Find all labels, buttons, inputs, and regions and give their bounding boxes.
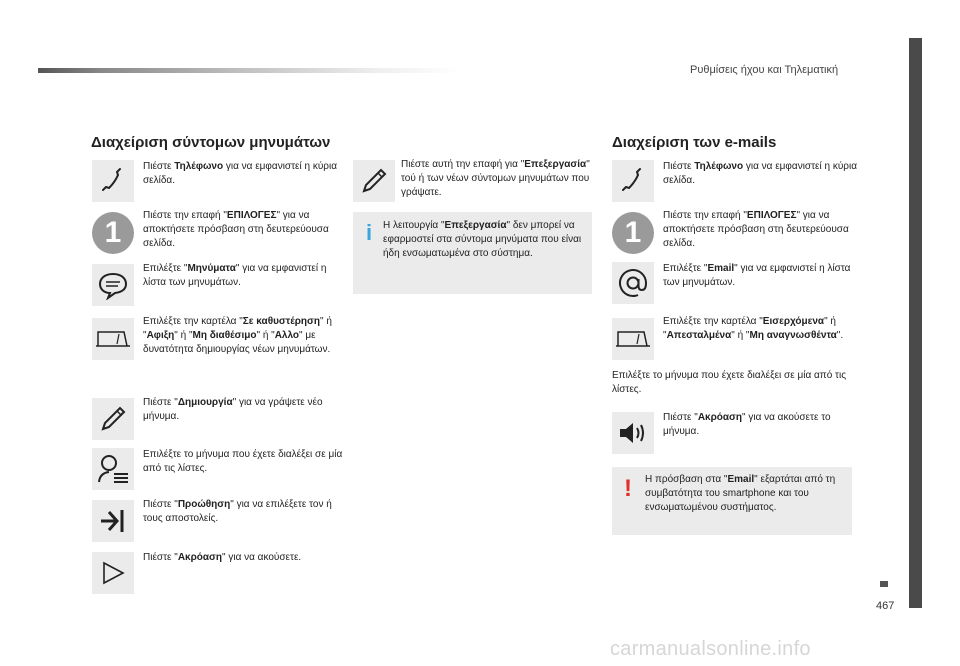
step-number: 1 xyxy=(92,212,134,254)
message-bubble-icon xyxy=(92,264,134,306)
info-note-text: Η λειτουργία "Επεξεργασία" δεν μπορεί να εφαρμοστεί στα σύντομα μηνύματα που είναι ήδη ενσωματωμένα στο σύστημα. xyxy=(383,220,582,259)
warning-icon: ! xyxy=(624,475,632,502)
step-text: Πιέστε "Προώθηση" για να επιλέξετε τον ή τους αποστολείς. xyxy=(143,499,332,524)
step-text: Επιλέξτε το μήνυμα που έχετε διαλέξει σε μία από τις λίστες. xyxy=(612,370,847,395)
edit-step-text: Πιέστε αυτή την επαφή για "Επεξεργασία" τού ή των νέων σύντομων μηνυμάτων που γράψατε. xyxy=(401,159,590,198)
step-text: Πιέστε Τηλέφωνο για να εμφανιστεί η κύρια σελίδα. xyxy=(143,161,337,186)
info-note xyxy=(353,212,592,294)
step-text: Πιέστε Τηλέφωνο για να εμφανιστεί η κύρια σελίδα. xyxy=(663,161,857,186)
phone-handset-icon xyxy=(92,160,134,202)
page-marker xyxy=(880,581,888,587)
warning-note xyxy=(612,467,852,535)
tab-icon xyxy=(92,318,134,360)
step-1-icon xyxy=(612,212,654,254)
info-icon: i xyxy=(366,220,373,245)
section-title-email: Διαχείριση των e-mails xyxy=(612,134,777,151)
step-text: Πιέστε "Ακρόαση" για να ακούσετε το μήνυμα. xyxy=(663,412,831,437)
step-text: Πιέστε την επαφή "ΕΠΙΛΟΓΕΣ" για να αποκτήσετε πρόσβαση στη δευτερεύουσα σελίδα. xyxy=(143,210,329,249)
step-text: Επιλέξτε "Email" για να εμφανιστεί η λίστα των μηνυμάτων. xyxy=(663,263,851,288)
step-text: Επιλέξτε το μήνυμα που έχετε διαλέξει σε μία από τις λίστες. xyxy=(143,449,343,474)
step-text: Επιλέξτε την καρτέλα "Εισερχόμενα" ή "Απεσταλμένα" ή "Μη αναγνωσθέντα". xyxy=(663,316,844,341)
phone-handset-icon xyxy=(612,160,654,202)
pencil-icon xyxy=(92,398,134,440)
speaker-icon xyxy=(612,412,654,454)
running-header: Ρυθμίσεις ήχου και Τηλεματική xyxy=(690,64,839,76)
page-edge-bar xyxy=(909,38,922,608)
contact-list-icon xyxy=(92,448,134,490)
play-icon xyxy=(92,552,134,594)
section-title-sms: Διαχείριση σύντομων μηνυμάτων xyxy=(91,134,331,151)
forward-icon xyxy=(92,500,134,542)
at-sign-icon xyxy=(612,262,654,304)
watermark: carmanualsonline.info xyxy=(610,638,811,660)
page-number: 467 xyxy=(876,600,895,612)
pencil-icon xyxy=(353,160,395,202)
step-text: Επιλέξτε "Μηνύματα" για να εμφανιστεί η λίστα των μηνυμάτων. xyxy=(143,263,327,288)
warning-note-text: Η πρόσβαση στα "Email" εξαρτάται από τη συμβατότητα του smartphone και του ενσωματωμένου συστήματος. xyxy=(645,474,836,513)
tab-icon xyxy=(612,318,654,360)
header-rule xyxy=(38,68,460,73)
step-text: Επιλέξτε την καρτέλα "Σε καθυστέρηση" ή "Αφιξη" ή "Μη διαθέσιμο" ή "Αλλο" με δυνατότητα δημιουργίας νέων μηνυμάτων. xyxy=(143,316,332,355)
step-text: Πιέστε την επαφή "ΕΠΙΛΟΓΕΣ" για να αποκτήσετε πρόσβαση στη δευτερεύουσα σελίδα. xyxy=(663,210,849,249)
step-number: 1 xyxy=(612,212,654,254)
step-text: Πιέστε "Δημιουργία" για να γράψετε νέο μήνυμα. xyxy=(143,397,323,422)
step-1-icon xyxy=(92,212,134,254)
step-text: Πιέστε "Ακρόαση" για να ακούσετε. xyxy=(143,552,302,563)
